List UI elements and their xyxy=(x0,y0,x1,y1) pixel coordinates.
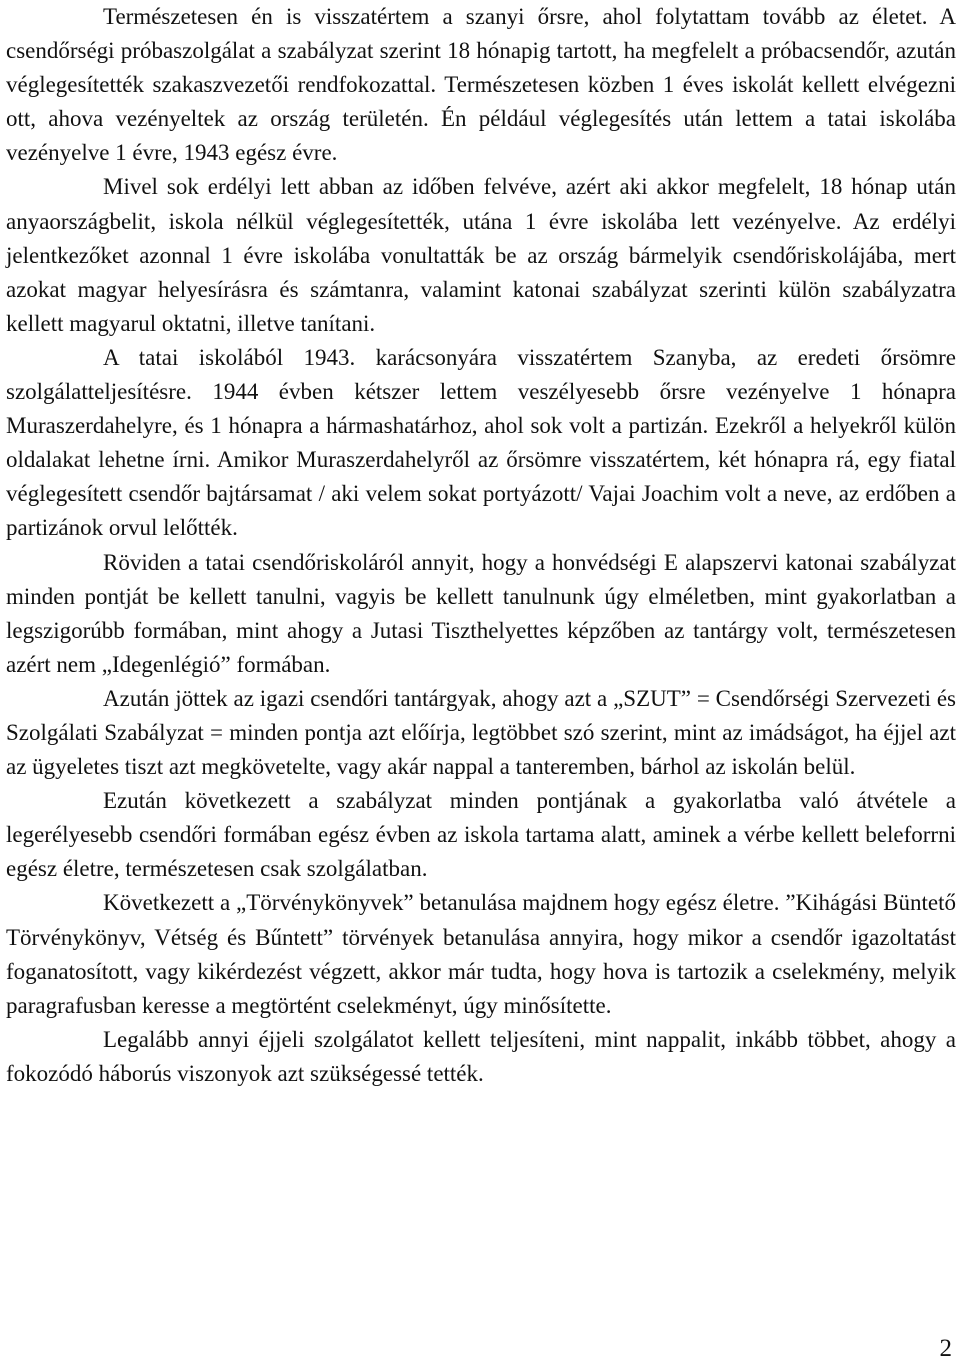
body-text xyxy=(6,0,956,1091)
paragraph: Azután jöttek az igazi csendőri tantárgyak, ahogy azt a „SZUT” = Csendőrségi Szervezeti és Szolgálati Szabályzat = minden pontja azt előírja, legtöbbet szó szerint, mint az imádságot, ha éjjel azt az ügyeletes tiszt azt megkövetelte, vagy akár nappal a tanteremben, bárhol az iskolán belül. xyxy=(6,685,956,780)
paragraph: Mivel sok erdélyi lett abban az időben felvéve, azért aki akkor megfelelt, 18 hónap után anyaországbelit, iskola nélkül véglegesítették, utána 1 évre iskolába lett vezényelve. Az erdélyi jelentkezőket azonnal 1 évre iskolába vonultatták be az ország bármelyik csendőriskolájába, mert azokat magyar helyesírásra és számtanra, valamint katonai szabályzat szerinti külön szabályzatra kellett magyarul oktatni, illetve tanítani. xyxy=(6,174,956,336)
paragraph: Legalább annyi éjjeli szolgálatot kellett teljesíteni, mint nappalit, inkább többet, ahogy a fokozódó háborús viszonyok azt szükségessé tették. xyxy=(6,1026,956,1086)
paragraph: Természetesen én is visszatértem a szanyi őrsre, ahol folytattam tovább az életet. A csendőrségi próbaszolgálat a szabályzat szerint 18 hónapig tartott, ha megfelelt a próbacsendőr, azután véglegesítették szakaszvezetői rendfokozattal. Természetesen közben 1 éves iskolát kellett elvégezni ott, ahova vezényeltek az ország területén. Én például véglegesítés után lettem a tatai iskolába vezényelve 1 évre, 1943 egész évre. xyxy=(6,4,956,166)
document-page xyxy=(6,0,956,1369)
paragraph: Következett a „Törvénykönyvek” betanulása majdnem hogy egész életre. ”Kihágási Büntető Törvénykönyv, Vétség és Bűntett” törvények betanulása annyira, hogy mikor a csendőr igazoltatást foganatosított, vagy kikérdezést végzett, akkor már tudta, hogy hova is tartozik a cselekmény, melyik paragrafusban keresse a megtörtént cselekményt, úgy minősítette. xyxy=(6,890,956,1018)
paragraph: Röviden a tatai csendőriskoláról annyit, hogy a honvédségi E alapszervi katonai szabályzat minden pontját be kellett tanulni, vagyis be kellett tanulnunk úgy elméletben, mint gyakorlatban a legszigorúbb formában, mint ahogy a Jutasi Tiszthelyettes képzőben az tantárgy volt, természetesen azért nem „Idegenlégió” formában. xyxy=(6,549,956,677)
paragraph: A tatai iskolából 1943. karácsonyára visszatértem Szanyba, az eredeti őrsömre szolgálatteljesítésre. 1944 évben kétszer lettem veszélyesebb őrsre vezényelve 1 hónapra Muraszerdahelyre, és 1 hónapra a hármashatárhoz, ahol sok volt a partizán. Ezekről a helyekről külön oldalakat lehetne írni. Amikor Muraszerdahelyről az őrsömre visszatértem, két hónapra rá, egy fiatal véglegesített csendőr bajtársamat / aki velem sokat portyázott/ Vajai Joachim volt a neve, az erdőben a partizánok orvul lelőtték. xyxy=(6,344,956,541)
paragraph: Ezután következett a szabályzat minden pontjának a gyakorlatba való átvétele a legerélyesebb csendőri formában egész évben az iskola tartama alatt, aminek a vérbe kellett beleforrni egész életre, természetesen csak szolgálatban. xyxy=(6,788,956,882)
page-number: 2 xyxy=(939,1335,952,1362)
